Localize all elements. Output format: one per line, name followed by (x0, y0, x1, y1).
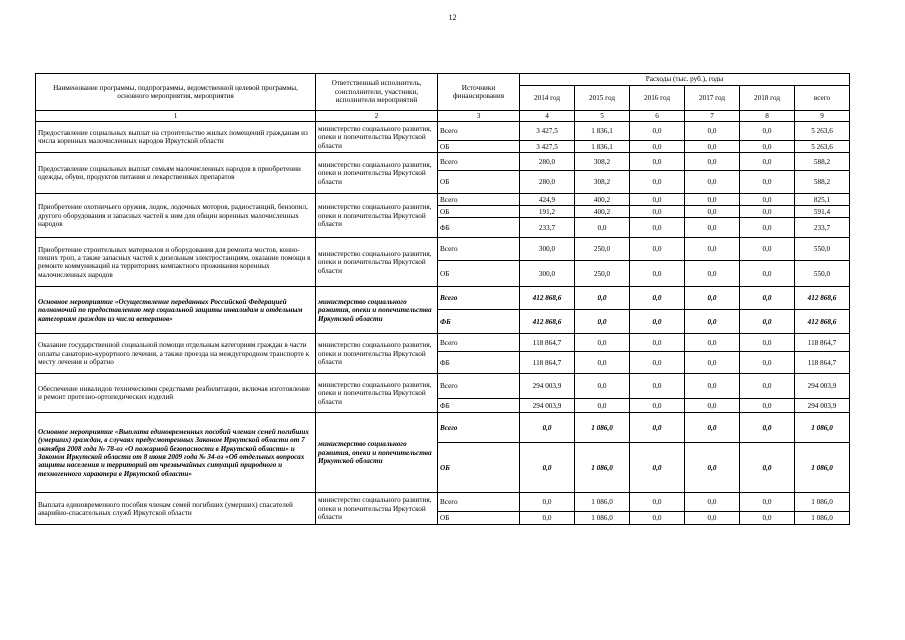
table-row (36, 194, 850, 206)
column-index: 3 (438, 111, 520, 122)
year-value: 0,0 (740, 261, 795, 287)
funding-source: ОБ (438, 206, 520, 218)
year-value: 250,0 (575, 261, 630, 287)
year-value: 0,0 (520, 512, 575, 525)
funding-source: ОБ (438, 512, 520, 525)
executor: министерство социального развития, опеки и попечительства Иркутской области (316, 122, 438, 153)
year-value: 0,0 (630, 399, 685, 413)
table-row (36, 122, 850, 141)
year-value: 0,0 (685, 334, 740, 352)
activity-name: Приобретение строительных материалов и оборудования для ремонта мостов, конно-пеших троп, а также запасных частей к дизельным электростанциям, оказание помощи в ремонте коммуникаций на территориях компактного проживания коренных малочисленных народов (36, 238, 316, 287)
year-value: 0,0 (685, 352, 740, 374)
year-value: 0,0 (685, 310, 740, 334)
year-value: 0,0 (740, 413, 795, 443)
year-value: 233,7 (520, 218, 575, 238)
year-value: 412 868,6 (520, 310, 575, 334)
year-value: 0,0 (740, 122, 795, 141)
year-value: 0,0 (630, 122, 685, 141)
year-value: 0,0 (740, 399, 795, 413)
year-value: 400,2 (575, 206, 630, 218)
header-row-1 (36, 74, 850, 86)
year-value: 0,0 (740, 443, 795, 493)
activity-name: Основное мероприятие «Осуществление переданных Российской Федерацией полномочий по предоставлению мер социальной защиты инвалидам и отдельным категориям граждан из числа ветеранов» (36, 287, 316, 334)
table-row (36, 153, 850, 171)
year-value: 0,0 (685, 512, 740, 525)
total-value: 1 086,0 (795, 413, 850, 443)
year-value: 0,0 (740, 287, 795, 310)
funding-source: ФБ (438, 310, 520, 334)
header-name: Наименование программы, подпрограммы, ведомственной целевой программы, основного мероприятия, мероприятия (36, 74, 316, 111)
year-value: 0,0 (630, 310, 685, 334)
year-value: 0,0 (740, 171, 795, 194)
year-value: 3 427,5 (520, 141, 575, 153)
year-value: 308,2 (575, 171, 630, 194)
activity-name: Обеспечение инвалидов техническими средствами реабилитации, включая изготовление и ремонт протезно-ортопедических изделий (36, 374, 316, 413)
funding-source: Всего (438, 374, 520, 399)
year-value: 0,0 (685, 194, 740, 206)
year-value: 294 003,9 (520, 374, 575, 399)
funding-source: Всего (438, 493, 520, 512)
total-value: 1 086,0 (795, 512, 850, 525)
year-value: 0,0 (575, 399, 630, 413)
year-value: 0,0 (740, 310, 795, 334)
funding-source: Всего (438, 334, 520, 352)
year-value: 0,0 (630, 493, 685, 512)
year-value: 0,0 (575, 352, 630, 374)
year-value: 0,0 (575, 334, 630, 352)
funding-source: ФБ (438, 352, 520, 374)
year-value: 0,0 (685, 171, 740, 194)
total-value: 588,2 (795, 171, 850, 194)
executor: министерство социального развития, опеки и попечительства Иркутской области (316, 194, 438, 238)
year-value: 0,0 (740, 153, 795, 171)
year-value: 0,0 (630, 194, 685, 206)
year-value: 0,0 (630, 171, 685, 194)
total-value: 550,0 (795, 261, 850, 287)
year-value: 0,0 (630, 512, 685, 525)
year-value: 0,0 (520, 413, 575, 443)
year-value: 0,0 (685, 153, 740, 171)
year-value: 280,0 (520, 153, 575, 171)
year-value: 0,0 (575, 374, 630, 399)
year-value: 0,0 (630, 413, 685, 443)
table-body (36, 122, 850, 525)
activity-name: Предоставление социальных выплат на строительство жилых помещений гражданам из числа коренных малочисленных народов Иркутской области (36, 122, 316, 153)
total-value: 588,2 (795, 153, 850, 171)
year-value: 0,0 (685, 261, 740, 287)
header-year: 2018 год (740, 86, 795, 111)
executor: министерство социального развития, опеки и попечительства Иркутской области (316, 413, 438, 493)
year-value: 0,0 (520, 493, 575, 512)
year-value: 300,0 (520, 261, 575, 287)
funding-source: Всего (438, 413, 520, 443)
column-index: 6 (630, 111, 685, 122)
funding-source: ОБ (438, 141, 520, 153)
executor: министерство социального развития, опеки и попечительства Иркутской области (316, 153, 438, 194)
year-value: 0,0 (630, 334, 685, 352)
year-value: 0,0 (685, 218, 740, 238)
year-value: 0,0 (630, 141, 685, 153)
funding-source: Всего (438, 287, 520, 310)
year-value: 0,0 (685, 122, 740, 141)
year-value: 300,0 (520, 238, 575, 261)
column-index: 2 (316, 111, 438, 122)
year-value: 0,0 (575, 218, 630, 238)
total-value: 5 263,6 (795, 141, 850, 153)
year-value: 0,0 (740, 141, 795, 153)
header-year: 2016 год (630, 86, 685, 111)
executor: министерство социального развития, опеки и попечительства Иркутской области (316, 238, 438, 287)
header-year: 2015 год (575, 86, 630, 111)
activity-name: Основное мероприятие «Выплата единовременных пособий членам семей погибших (умерших) граждан, в случаях предусмотренных Законом Иркутской области от 7 октября 2008 года № 78-оз «О пожарной безопасности в Иркутской области» и Законом Иркутской области от 8 июня 2009 года № 34-оз «Об отдельных вопросах защиты населения и территорий от чрезвычайных ситуаций природного и техногенного характера в Иркутской области» (36, 413, 316, 493)
column-index: 4 (520, 111, 575, 122)
year-value: 0,0 (685, 413, 740, 443)
column-index-row (36, 111, 850, 122)
year-value: 0,0 (740, 352, 795, 374)
funding-source: ОБ (438, 443, 520, 493)
year-value: 191,2 (520, 206, 575, 218)
year-value: 0,0 (685, 206, 740, 218)
year-value: 1 086,0 (575, 413, 630, 443)
funding-source: ФБ (438, 218, 520, 238)
year-value: 0,0 (630, 218, 685, 238)
header-total: всего (795, 86, 850, 111)
table-row (36, 493, 850, 512)
header-year: 2017 год (685, 86, 740, 111)
total-value: 5 263,6 (795, 122, 850, 141)
year-value: 1 836,1 (575, 122, 630, 141)
total-value: 1 086,0 (795, 443, 850, 493)
column-index: 5 (575, 111, 630, 122)
year-value: 0,0 (520, 443, 575, 493)
funding-source: Всего (438, 194, 520, 206)
total-value: 118 864,7 (795, 352, 850, 374)
year-value: 412 868,6 (520, 287, 575, 310)
year-value: 424,9 (520, 194, 575, 206)
column-index: 1 (36, 111, 316, 122)
year-value: 280,0 (520, 171, 575, 194)
table-row (36, 287, 850, 310)
year-value: 0,0 (685, 493, 740, 512)
year-value: 0,0 (575, 310, 630, 334)
year-value: 3 427,5 (520, 122, 575, 141)
activity-name: Предоставление социальных выплат семьям малочисленных народов в приобретении одежды, обуви, продуктов питания и лекарственных препаратов (36, 153, 316, 194)
year-value: 250,0 (575, 238, 630, 261)
total-value: 412 868,6 (795, 310, 850, 334)
funding-source: ОБ (438, 261, 520, 287)
table-row (36, 413, 850, 443)
column-index: 8 (740, 111, 795, 122)
header-executor: Ответственный исполнитель, соисполнители, участники, исполнители мероприятий (316, 74, 438, 111)
year-value: 308,2 (575, 153, 630, 171)
executor: министерство социального развития, опеки и попечительства Иркутской области (316, 374, 438, 413)
executor: министерство социального развития, опеки и попечительства Иркутской области (316, 287, 438, 334)
year-value: 0,0 (740, 334, 795, 352)
year-value: 0,0 (685, 399, 740, 413)
funding-source: Всего (438, 153, 520, 171)
funding-source: ОБ (438, 171, 520, 194)
year-value: 294 003,9 (520, 399, 575, 413)
year-value: 0,0 (685, 238, 740, 261)
total-value: 825,1 (795, 194, 850, 206)
total-value: 550,0 (795, 238, 850, 261)
activity-name: Выплата единовременного пособия членам семей погибших (умерших) спасателей аварийно-спасательных служб Иркутской области (36, 493, 316, 525)
table-row (36, 238, 850, 261)
year-value: 0,0 (740, 374, 795, 399)
executor: министерство социального развития, опеки и попечительства Иркутской области (316, 493, 438, 525)
header-source: Источники финансирования (438, 74, 520, 111)
page-number: 12 (448, 13, 457, 22)
activity-name: Приобретение охотничьего оружия, лодок, лодочных моторов, радиостанций, бензопил, другого оборудования и запасных частей к ним для общин коренных малочисленных народов (36, 194, 316, 238)
funding-source: Всего (438, 122, 520, 141)
year-value: 0,0 (630, 206, 685, 218)
year-value: 0,0 (630, 374, 685, 399)
year-value: 0,0 (740, 512, 795, 525)
year-value: 0,0 (630, 261, 685, 287)
header-year: 2014 год (520, 86, 575, 111)
total-value: 233,7 (795, 218, 850, 238)
year-value: 0,0 (740, 206, 795, 218)
year-value: 1 086,0 (575, 512, 630, 525)
total-value: 412 868,6 (795, 287, 850, 310)
year-value: 0,0 (685, 141, 740, 153)
year-value: 0,0 (685, 443, 740, 493)
total-value: 118 864,7 (795, 334, 850, 352)
budget-table (35, 73, 850, 525)
header-expenses: Расходы (тыс. руб.), годы (520, 74, 850, 86)
year-value: 0,0 (630, 352, 685, 374)
year-value: 0,0 (630, 238, 685, 261)
year-value: 118 864,7 (520, 334, 575, 352)
year-value: 0,0 (630, 443, 685, 493)
total-value: 294 003,9 (795, 399, 850, 413)
table-row (36, 334, 850, 352)
year-value: 0,0 (740, 493, 795, 512)
total-value: 1 086,0 (795, 493, 850, 512)
year-value: 0,0 (575, 287, 630, 310)
table-row (36, 374, 850, 399)
year-value: 1 836,1 (575, 141, 630, 153)
column-index: 9 (795, 111, 850, 122)
funding-source: Всего (438, 238, 520, 261)
year-value: 0,0 (740, 238, 795, 261)
year-value: 1 086,0 (575, 443, 630, 493)
total-value: 294 003,9 (795, 374, 850, 399)
column-index: 7 (685, 111, 740, 122)
year-value: 118 864,7 (520, 352, 575, 374)
total-value: 591,4 (795, 206, 850, 218)
year-value: 1 086,0 (575, 493, 630, 512)
year-value: 0,0 (740, 218, 795, 238)
executor: министерство социального развития, опеки и попечительства Иркутской области (316, 334, 438, 374)
year-value: 0,0 (685, 287, 740, 310)
year-value: 0,0 (630, 153, 685, 171)
activity-name: Оказание государственной социальной помощи отдельным категориям граждан в части оплаты санаторно-курортного лечения, а также проезда на междугородном транспорте к месту лечения и обратно (36, 334, 316, 374)
year-value: 0,0 (685, 374, 740, 399)
funding-source: ФБ (438, 399, 520, 413)
year-value: 0,0 (740, 194, 795, 206)
year-value: 0,0 (630, 287, 685, 310)
year-value: 400,2 (575, 194, 630, 206)
